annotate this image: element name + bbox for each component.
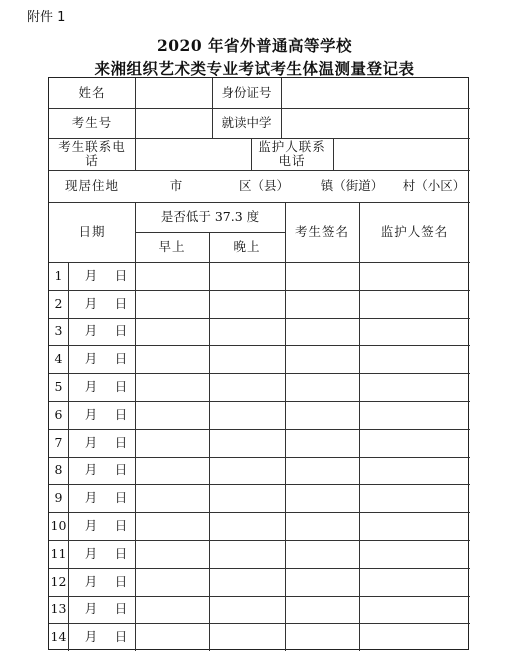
morning-header: 早上 <box>158 239 186 254</box>
guardian-signature-cell[interactable] <box>359 318 470 346</box>
day-number: 7 <box>54 434 63 450</box>
registration-table <box>48 77 469 650</box>
morning-cell[interactable] <box>135 596 209 624</box>
month-label: 月 <box>84 518 98 534</box>
evening-cell[interactable] <box>209 401 285 429</box>
exam-number-field[interactable] <box>135 108 212 138</box>
day-label: 日 <box>114 545 128 561</box>
month-label: 月 <box>84 267 98 283</box>
month-label: 月 <box>84 295 98 311</box>
student-signature-cell[interactable] <box>285 512 359 540</box>
day-number: 14 <box>50 629 67 645</box>
student-signature-cell[interactable] <box>285 596 359 624</box>
evening-header: 晚上 <box>233 239 261 254</box>
day-label: 日 <box>114 518 128 534</box>
day-label: 日 <box>114 629 128 645</box>
morning-cell[interactable] <box>135 512 209 540</box>
morning-cell[interactable] <box>135 540 209 568</box>
student-signature-cell[interactable] <box>285 290 359 318</box>
month-label: 月 <box>84 573 98 589</box>
contact-phone-label: 考生联系电话 <box>58 139 126 168</box>
morning-cell[interactable] <box>135 318 209 346</box>
form-title-line2: 来湘组织艺术类专业考试考生体温测量登记表 <box>94 59 415 78</box>
guardian-phone-field[interactable] <box>333 138 470 170</box>
guardian-signature-header: 监护人签名 <box>380 224 449 239</box>
month-label: 月 <box>84 406 98 422</box>
day-number: 2 <box>54 295 63 311</box>
morning-cell[interactable] <box>135 429 209 457</box>
day-label: 日 <box>114 490 128 506</box>
month-label: 月 <box>84 462 98 478</box>
student-signature-cell[interactable] <box>285 373 359 401</box>
name-label: 姓名 <box>78 85 106 100</box>
temperature-header: 是否低于 37.3 度 <box>160 209 260 224</box>
day-label: 日 <box>114 434 128 450</box>
address-city: 市 <box>169 178 183 193</box>
day-label: 日 <box>114 573 128 589</box>
day-label: 日 <box>114 267 128 283</box>
day-number: 6 <box>54 406 63 422</box>
student-signature-cell[interactable] <box>285 429 359 457</box>
evening-cell[interactable] <box>209 262 285 290</box>
day-label: 日 <box>114 379 128 395</box>
student-signature-cell[interactable] <box>285 484 359 512</box>
guardian-signature-cell[interactable] <box>359 345 470 373</box>
student-signature-cell[interactable] <box>285 540 359 568</box>
morning-cell[interactable] <box>135 262 209 290</box>
student-signature-cell[interactable] <box>285 457 359 485</box>
month-label: 月 <box>84 490 98 506</box>
guardian-signature-cell[interactable] <box>359 401 470 429</box>
month-label: 月 <box>84 601 98 617</box>
evening-cell[interactable] <box>209 345 285 373</box>
id-number-field[interactable] <box>281 78 470 108</box>
day-number: 11 <box>50 545 67 561</box>
evening-cell[interactable] <box>209 568 285 596</box>
morning-cell[interactable] <box>135 401 209 429</box>
day-label: 日 <box>114 462 128 478</box>
day-label: 日 <box>114 601 128 617</box>
evening-cell[interactable] <box>209 484 285 512</box>
evening-cell[interactable] <box>209 512 285 540</box>
morning-cell[interactable] <box>135 568 209 596</box>
evening-cell[interactable] <box>209 596 285 624</box>
name-field[interactable] <box>135 78 212 108</box>
day-number: 8 <box>54 462 63 478</box>
student-signature-cell[interactable] <box>285 401 359 429</box>
student-signature-cell[interactable] <box>285 345 359 373</box>
month-label: 月 <box>84 434 98 450</box>
guardian-signature-cell[interactable] <box>359 373 470 401</box>
day-number: 5 <box>54 379 63 395</box>
evening-cell[interactable] <box>209 623 285 651</box>
morning-cell[interactable] <box>135 457 209 485</box>
day-number: 4 <box>54 351 63 367</box>
day-number: 3 <box>54 323 63 339</box>
morning-cell[interactable] <box>135 373 209 401</box>
address-town: 镇（街道） <box>320 178 384 193</box>
morning-cell[interactable] <box>135 345 209 373</box>
day-label: 日 <box>114 323 128 339</box>
day-number: 13 <box>50 601 67 617</box>
evening-cell[interactable] <box>209 318 285 346</box>
morning-cell[interactable] <box>135 290 209 318</box>
month-label: 月 <box>84 629 98 645</box>
address-village: 村（小区） <box>402 178 466 193</box>
day-number: 9 <box>54 490 63 506</box>
school-field[interactable] <box>281 108 470 138</box>
month-label: 月 <box>84 351 98 367</box>
contact-phone-field[interactable] <box>135 138 251 170</box>
student-signature-cell[interactable] <box>285 568 359 596</box>
col-divider <box>251 138 252 170</box>
morning-cell[interactable] <box>135 623 209 651</box>
day-label: 日 <box>114 295 128 311</box>
day-number: 12 <box>50 573 67 589</box>
address-district: 区（县） <box>238 178 289 193</box>
guardian-signature-cell[interactable] <box>359 262 470 290</box>
address-label: 现居住地 <box>64 178 119 193</box>
day-number: 1 <box>54 267 63 283</box>
guardian-signature-cell[interactable] <box>359 596 470 624</box>
guardian-signature-cell[interactable] <box>359 568 470 596</box>
guardian-signature-cell[interactable] <box>359 429 470 457</box>
month-label: 月 <box>84 379 98 395</box>
guardian-phone-label: 监护人联系电话 <box>258 139 326 168</box>
evening-cell[interactable] <box>209 290 285 318</box>
day-number: 10 <box>50 518 67 534</box>
school-label: 就读中学 <box>221 115 272 130</box>
guardian-signature-cell[interactable] <box>359 484 470 512</box>
day-label: 日 <box>114 406 128 422</box>
form-title-line1: 2020 年省外普通高等学校 <box>156 36 353 55</box>
date-header: 日期 <box>78 224 106 239</box>
attachment-label: 附件 1 <box>27 10 66 25</box>
exam-number-label: 考生号 <box>71 115 113 130</box>
student-signature-header: 考生签名 <box>294 224 349 239</box>
guardian-signature-cell[interactable] <box>359 290 470 318</box>
guardian-signature-cell[interactable] <box>359 512 470 540</box>
evening-cell[interactable] <box>209 540 285 568</box>
guardian-signature-cell[interactable] <box>359 457 470 485</box>
evening-cell[interactable] <box>209 457 285 485</box>
month-label: 月 <box>84 323 98 339</box>
student-signature-cell[interactable] <box>285 262 359 290</box>
morning-cell[interactable] <box>135 484 209 512</box>
student-signature-cell[interactable] <box>285 623 359 651</box>
month-label: 月 <box>84 545 98 561</box>
evening-cell[interactable] <box>209 373 285 401</box>
student-signature-cell[interactable] <box>285 318 359 346</box>
id-number-label: 身份证号 <box>221 85 272 100</box>
evening-cell[interactable] <box>209 429 285 457</box>
guardian-signature-cell[interactable] <box>359 623 470 651</box>
guardian-signature-cell[interactable] <box>359 540 470 568</box>
day-label: 日 <box>114 351 128 367</box>
